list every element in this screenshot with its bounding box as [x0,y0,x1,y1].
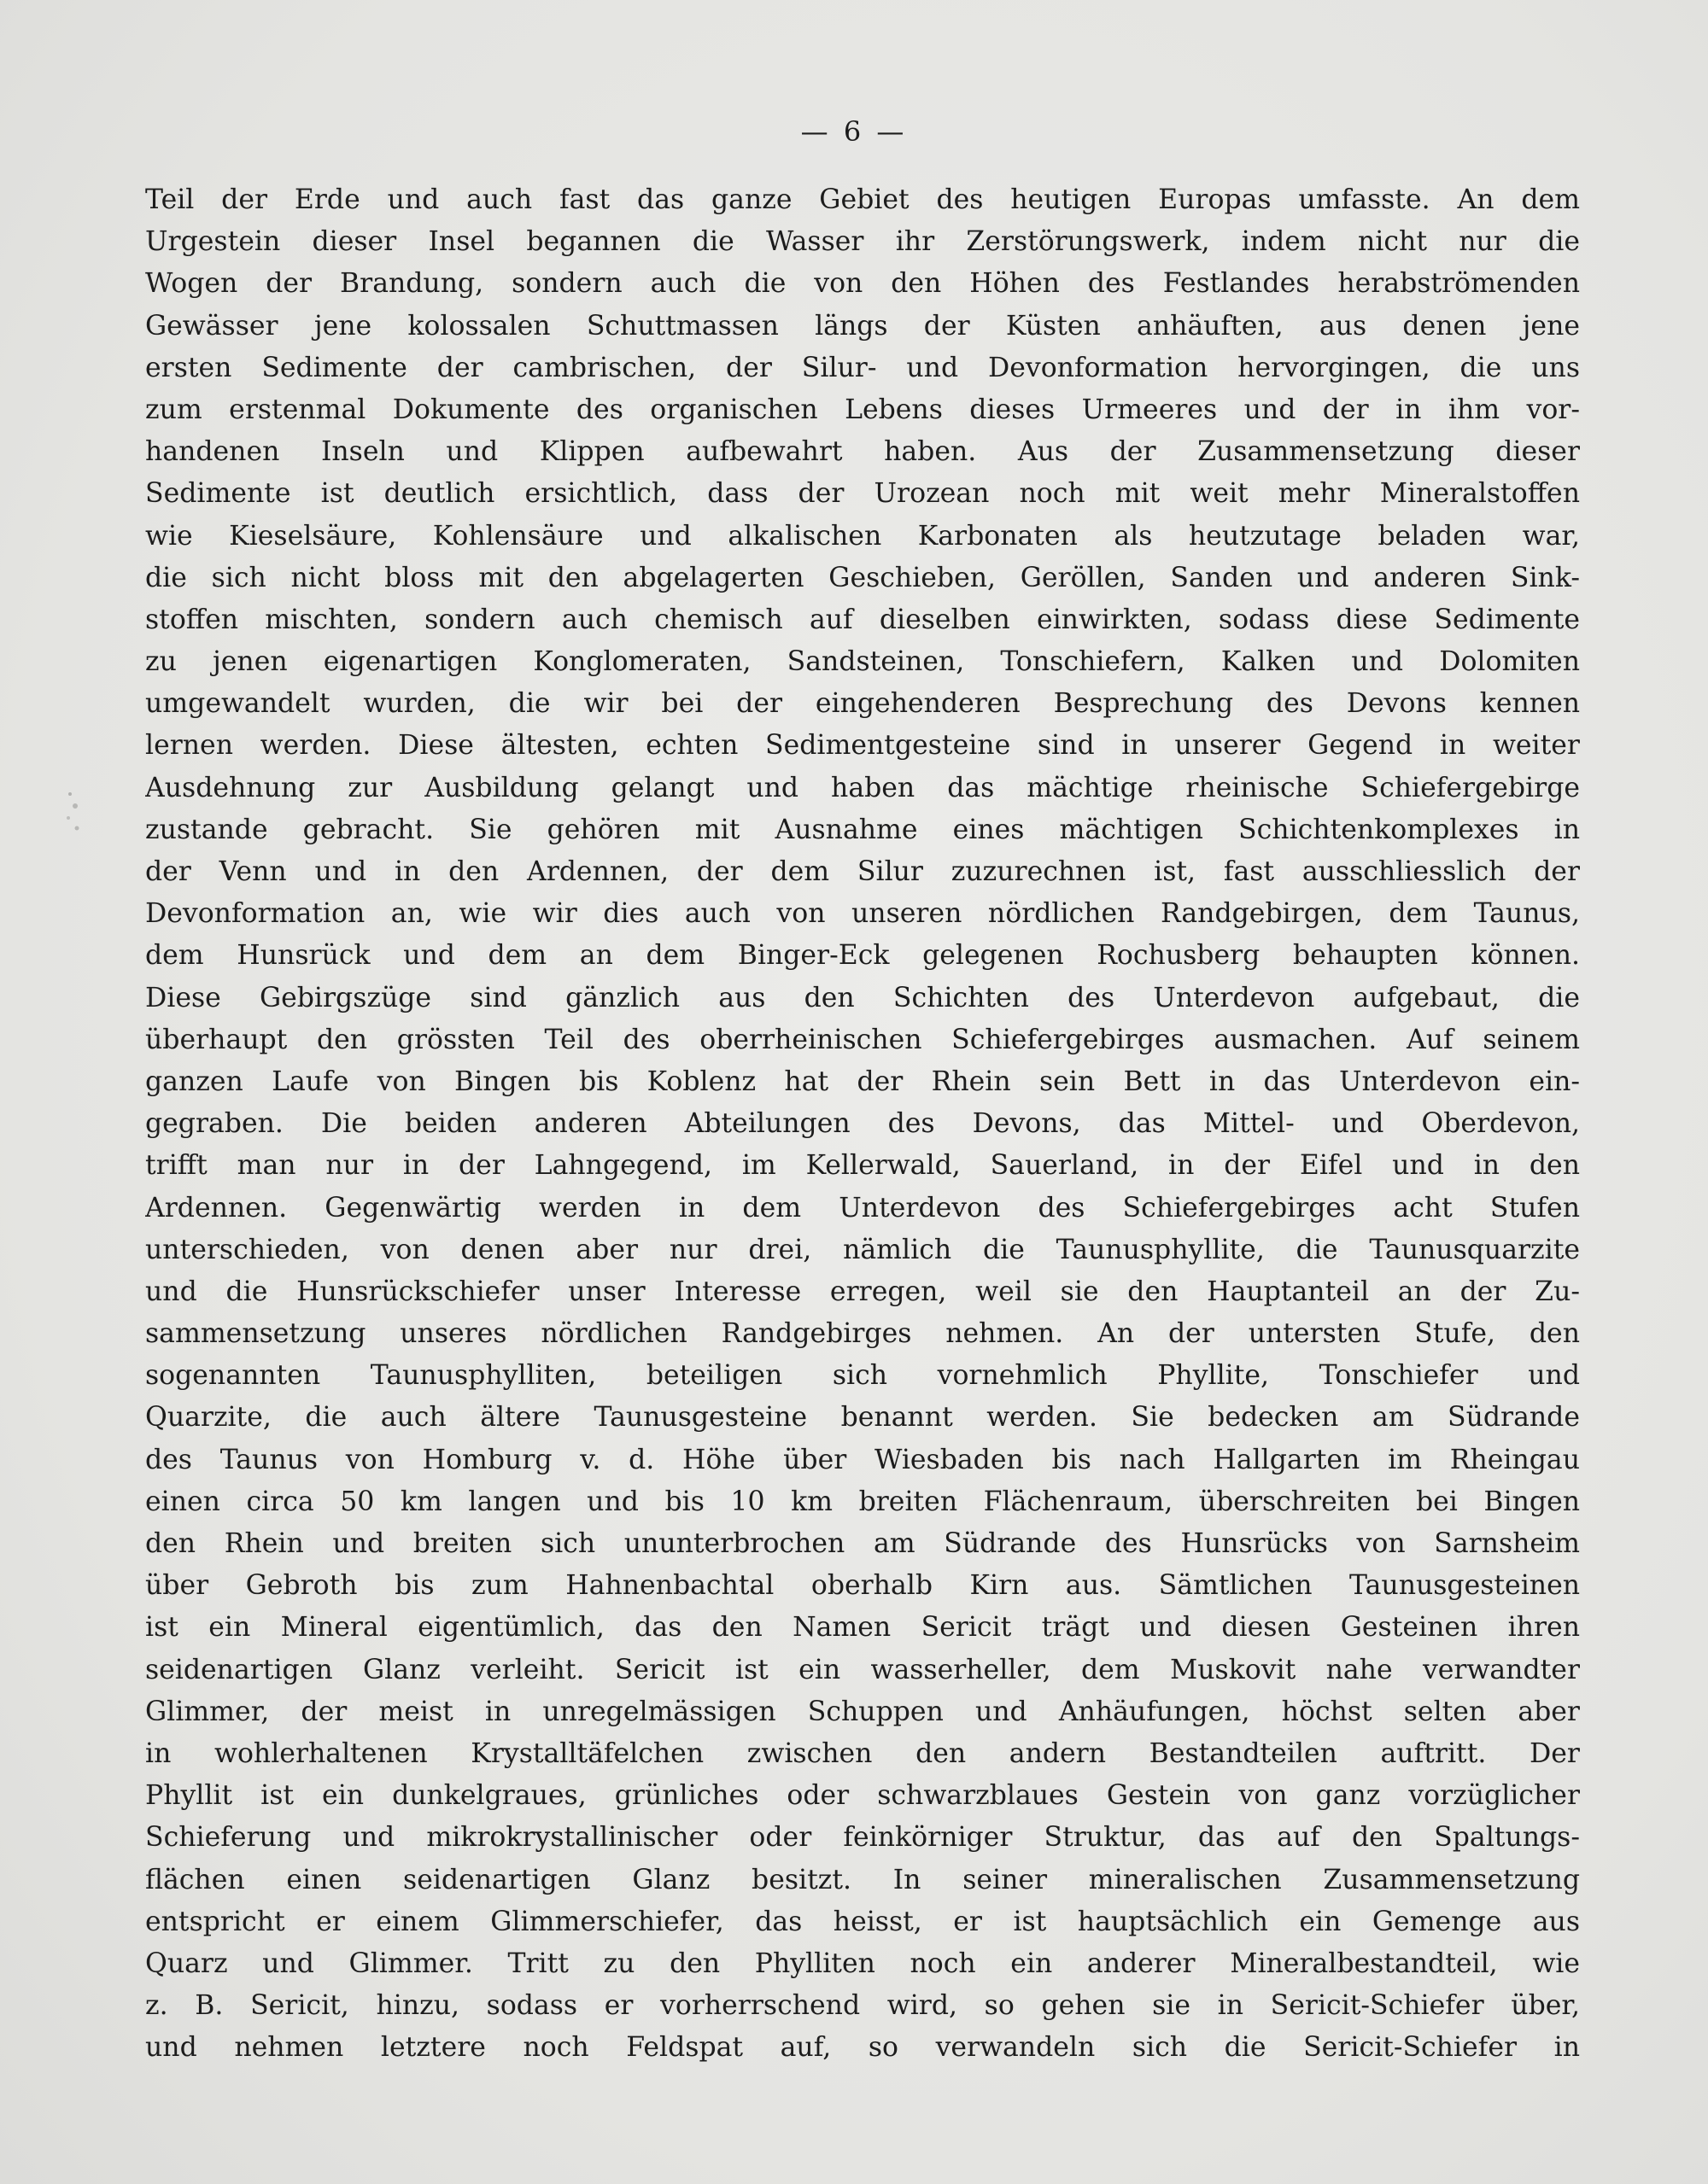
text-line: entspricht er einem Glimmerschiefer, das heisst, er ist hauptsächlich ein Gemenge aus [145,1906,1580,1937]
text-line: trifft man nur in der Lahngegend, im Kellerwald, Sauerland, in der Eifel und in den [145,1150,1580,1182]
text-line: Wogen der Brandung, sondern auch die von den Höhen des Festlandes herabströmenden [145,268,1580,300]
page-number: — 6 — [800,115,908,148]
text-line: Urgestein dieser Insel begannen die Wasser ihr Zerstörungswerk, indem nicht nur die [145,226,1580,258]
text-line: zustande gebracht. Sie gehören mit Ausnahme eines mächtigen Schichtenkomplexes in [145,814,1580,845]
text-line: umgewandelt wurden, die wir bei der eingehenderen Besprechung des Devons kennen [145,688,1580,720]
text-line: lernen werden. Diese ältesten, echten Sedimentgesteine sind in unserer Gegend in weiter [145,730,1580,762]
text-line: flächen einen seidenartigen Glanz besitzt. In seiner mineralischen Zusammensetzung [145,1864,1580,1895]
text-line: in wohlerhaltenen Krystalltäfelchen zwischen den andern Bestandteilen auftritt. Der [145,1737,1580,1769]
text-line: Schieferung und mikrokrystallinischer oder feinkörniger Struktur, das auf den Spaltungs- [145,1822,1580,1854]
text-line: Ausdehnung zur Ausbildung gelangt und haben das mächtige rheinische Schiefergebirge [145,772,1580,803]
body-text [145,179,1580,2069]
ink-speck-icon [60,785,85,837]
text-line: Glimmer, der meist in unregelmässigen Schuppen und Anhäufungen, höchst selten aber [145,1696,1580,1727]
text-line: stoffen mischten, sondern auch chemisch auf dieselben einwirkten, sodass diese Sedimente [145,604,1580,635]
text-line: handenen Inseln und Klippen aufbewahrt haben. Aus der Zusammensetzung dieser [145,436,1580,468]
text-line: sammensetzung unseres nördlichen Randgebirges nehmen. An der untersten Stufe, den [145,1318,1580,1350]
text-line: Phyllit ist ein dunkelgraues, grünliches oder schwarzblaues Gestein von ganz vorzüglicher [145,1780,1580,1812]
text-line: zum erstenmal Dokumente des organischen Lebens dieses Urmeeres und der in ihm vor- [145,394,1580,425]
text-line: der Venn und in den Ardennen, der dem Silur zuzurechnen ist, fast ausschliesslich der [145,856,1580,887]
text-line: z. B. Sericit, hinzu, sodass er vorherrschend wird, so gehen sie in Sericit-Schiefer über, [145,1990,1580,2022]
text-line: wie Kieselsäure, Kohlensäure und alkalischen Karbonaten als heutzutage beladen war, [145,520,1580,552]
text-line: zu jenen eigenartigen Konglomeraten, Sandsteinen, Tonschiefern, Kalken und Dolomiten [145,646,1580,678]
text-line: und die Hunsrückschiefer unser Interesse erregen, weil sie den Hauptanteil an der Zu- [145,1276,1580,1307]
text-line: Quarzite, die auch ältere Taunusgesteine benannt werden. Sie bedecken am Südrande [145,1402,1580,1434]
text-line: über Gebroth bis zum Hahnenbachtal oberhalb Kirn aus. Sämtlichen Taunusgesteinen [145,1570,1580,1602]
text-line: den Rhein und breiten sich ununterbrochen am Südrande des Hunsrücks von Sarnsheim [145,1528,1580,1559]
text-line: einen circa 50 km langen und bis 10 km breiten Flächenraum, überschreiten bei Bingen [145,1486,1580,1517]
text-line: überhaupt den grössten Teil des oberrheinischen Schiefergebirges ausmachen. Auf seinem [145,1024,1580,1055]
text-line: seidenartigen Glanz verleiht. Sericit ist ein wasserheller, dem Muskovit nahe verwandter [145,1654,1580,1685]
text-line: Devonformation an, wie wir dies auch von unseren nördlichen Randgebirgen, dem Taunus, [145,898,1580,930]
text-line: dem Hunsrück und dem an dem Binger-Eck gelegenen Rochusberg behaupten können. [145,940,1580,972]
text-line: die sich nicht bloss mit den abgelagerten Geschieben, Geröllen, Sanden und anderen Sink- [145,562,1580,593]
text-line: Sedimente ist deutlich ersichtlich, dass der Urozean noch mit weit mehr Mineralstoffen [145,478,1580,510]
text-line: Diese Gebirgszüge sind gänzlich aus den Schichten des Unterdevon aufgebaut, die [145,982,1580,1013]
text-line: Teil der Erde und auch fast das ganze Gebiet des heutigen Europas umfasste. An dem [145,184,1580,215]
text-line: ist ein Mineral eigentümlich, das den Namen Sericit trägt und diesen Gesteinen ihren [145,1612,1580,1644]
text-line: ersten Sedimente der cambrischen, der Silur- und Devonformation hervorgingen, die uns [145,352,1580,383]
text-line: und nehmen letztere noch Feldspat auf, so verwandeln sich die Sericit-Schiefer in [145,2032,1580,2064]
text-line: ganzen Laufe von Bingen bis Koblenz hat der Rhein sein Bett in das Unterdevon ein- [145,1066,1580,1097]
text-line: sogenannten Taunusphylliten, beteiligen sich vornehmlich Phyllite, Tonschiefer und [145,1360,1580,1392]
text-line: Quarz und Glimmer. Tritt zu den Phylliten noch ein anderer Mineralbestandteil, wie [145,1947,1580,1979]
text-line: Ardennen. Gegenwärtig werden in dem Unterdevon des Schiefergebirges acht Stufen [145,1192,1580,1223]
text-line: unterschieden, von denen aber nur drei, nämlich die Taunusphyllite, die Taunusquarzite [145,1234,1580,1265]
text-line: des Taunus von Homburg v. d. Höhe über Wiesbaden bis nach Hallgarten im Rheingau [145,1444,1580,1475]
text-line: Gewässer jene kolossalen Schuttmassen längs der Küsten anhäuften, aus denen jene [145,310,1580,342]
text-line: gegraben. Die beiden anderen Abteilungen des Devons, das Mittel- und Oberdevon, [145,1108,1580,1140]
